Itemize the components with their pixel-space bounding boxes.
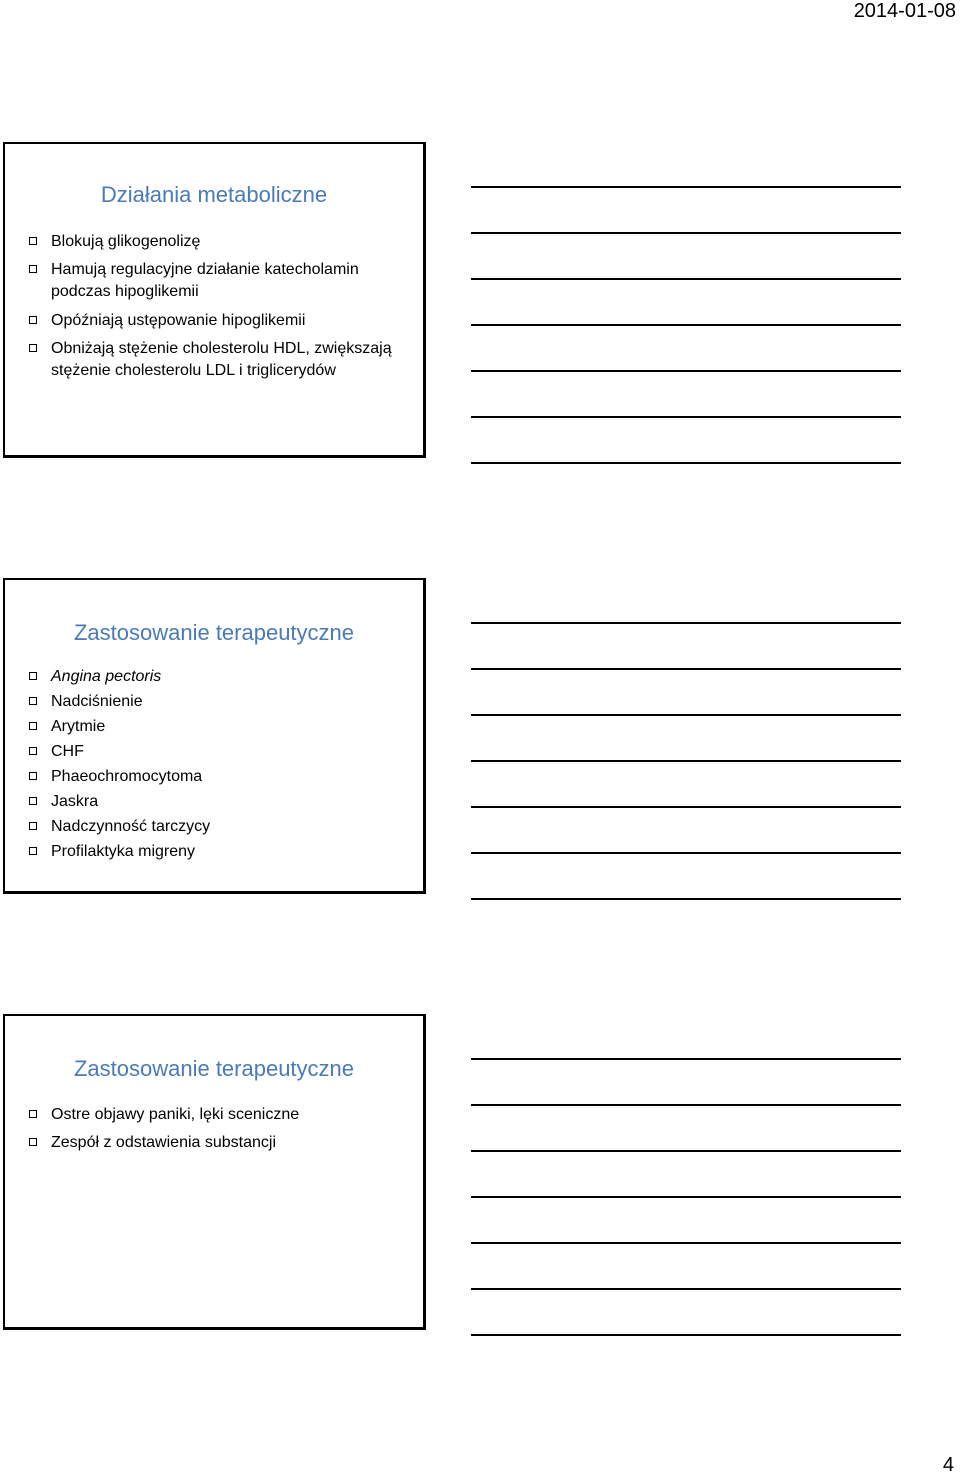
bullet-text: Obniżają stężenie cholesterolu HDL, zwiększają stężenie cholesterolu LDL i triglicerydów	[51, 340, 392, 379]
list-item	[5, 231, 415, 253]
note-line	[471, 1288, 901, 1290]
list-item	[5, 259, 415, 303]
square-bullet-icon	[29, 1110, 37, 1118]
list-item	[5, 741, 415, 763]
square-bullet-icon	[29, 1138, 37, 1146]
bullet-text: Arytmie	[51, 718, 106, 735]
note-line	[471, 1242, 901, 1244]
note-line	[471, 278, 901, 280]
notes-lines-2	[471, 622, 901, 944]
note-line	[471, 898, 901, 900]
bullet-text: Hamują regulacyjne działanie katecholamin podczas hipoglikemii	[51, 261, 359, 300]
page-number: 4	[942, 1454, 954, 1476]
note-line	[471, 462, 901, 464]
slide-2	[3, 578, 426, 894]
notes-lines-1	[471, 186, 901, 508]
slide-2-title: Zastosowanie terapeutyczne	[73, 620, 355, 645]
square-bullet-icon	[29, 797, 37, 805]
bullet-text: Ostre objawy paniki, lęki sceniczne	[51, 1106, 300, 1123]
bullet-text: CHF	[51, 743, 84, 760]
slide-1-bullet-list	[5, 231, 415, 382]
square-bullet-icon	[29, 747, 37, 755]
list-item	[5, 338, 415, 382]
note-line	[471, 370, 901, 372]
square-bullet-icon	[29, 697, 37, 705]
bullet-text: Angina pectoris	[51, 668, 162, 685]
list-item	[5, 841, 415, 863]
bullet-text: Blokują glikogenolizę	[51, 233, 201, 250]
note-line	[471, 1196, 901, 1198]
square-bullet-icon	[29, 316, 37, 324]
bullet-text: Zespół z odstawienia substancji	[51, 1134, 277, 1151]
bullet-text: Jaskra	[51, 793, 99, 810]
slide-3-title: Zastosowanie terapeutyczne	[73, 1056, 355, 1081]
note-line	[471, 806, 901, 808]
list-item	[5, 716, 415, 738]
note-line	[471, 1150, 901, 1152]
square-bullet-icon	[29, 847, 37, 855]
square-bullet-icon	[29, 822, 37, 830]
print-date: 2014-01-08	[853, 0, 956, 22]
list-item	[5, 791, 415, 813]
bullet-text: Nadczynność tarczycy	[51, 818, 211, 835]
note-line	[471, 324, 901, 326]
note-line	[471, 1334, 901, 1336]
list-item	[5, 310, 415, 332]
note-line	[471, 1058, 901, 1060]
bullet-text: Opóźniają ustępowanie hipoglikemii	[51, 312, 306, 329]
list-item	[5, 691, 415, 713]
square-bullet-icon	[29, 237, 37, 245]
square-bullet-icon	[29, 672, 37, 680]
bullet-text: Profilaktyka migreny	[51, 843, 196, 860]
list-item	[5, 666, 415, 688]
list-item	[5, 766, 415, 788]
bullet-text: Phaeochromocytoma	[51, 768, 203, 785]
square-bullet-icon	[29, 772, 37, 780]
note-line	[471, 186, 901, 188]
note-line	[471, 760, 901, 762]
note-line	[471, 1104, 901, 1106]
list-item	[5, 1104, 415, 1126]
note-line	[471, 232, 901, 234]
square-bullet-icon	[29, 265, 37, 273]
note-line	[471, 852, 901, 854]
square-bullet-icon	[29, 722, 37, 730]
notes-lines-3	[471, 1058, 901, 1380]
list-item	[5, 1132, 415, 1154]
list-item	[5, 816, 415, 838]
note-line	[471, 714, 901, 716]
slide-1-title: Działania metaboliczne	[100, 182, 328, 207]
square-bullet-icon	[29, 344, 37, 352]
slide-3-bullet-list	[5, 1104, 415, 1154]
note-line	[471, 668, 901, 670]
slide-2-bullet-list	[5, 666, 415, 863]
note-line	[471, 416, 901, 418]
bullet-text: Nadciśnienie	[51, 693, 143, 710]
slide-1	[3, 142, 426, 458]
note-line	[471, 622, 901, 624]
slide-3	[3, 1014, 426, 1330]
